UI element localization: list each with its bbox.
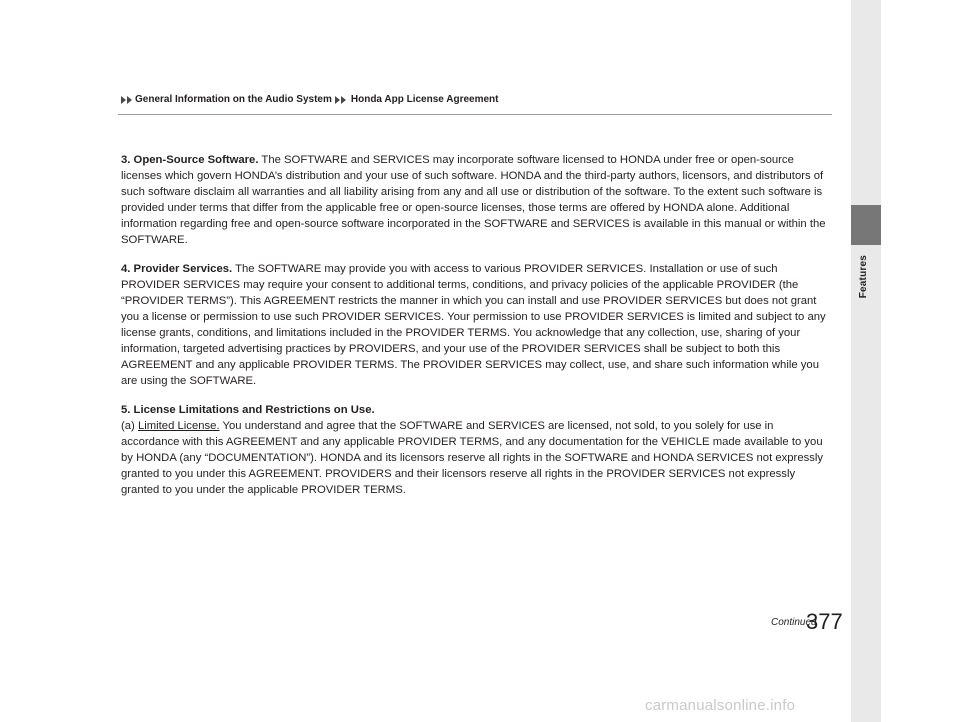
breadcrumb-page[interactable]: Honda App License Agreement: [350, 94, 499, 105]
paragraph-heading: 3. Open-Source Software.: [121, 154, 259, 166]
paragraph-heading: 4. Provider Services.: [121, 263, 233, 275]
paragraph-provider-services: [121, 261, 833, 389]
header-divider: [118, 114, 832, 115]
breadcrumb: [121, 94, 499, 105]
subsection-title: Limited License.: [137, 420, 220, 432]
triangle-right-icon: [341, 96, 346, 104]
triangle-right-icon: [121, 96, 126, 104]
paragraph-text: The SOFTWARE may provide you with access to various PROVIDER SERVICES. Installation or use of such PROVIDER SERVICES may require your consent to additional terms, conditions, and privacy policies of the applicable PROVIDER (the “PROVIDER TERMS”). This AGREEMENT restricts the manner in which you can install and use PROVIDER SERVICES but does not grant you a license or permission to use such PROVIDER SERVICES. Your permission to use PROVIDER SERVICES is limited and subject to any license grants, conditions, and limitations included in the PROVIDER TERMS. You acknowledge that any collection, use, sharing of your information, targeted advertising practices by PROVIDERS, and your use of the PROVIDER SERVICES shall be subject to both this AGREEMENT and any applicable PROVIDER TERMS. The PROVIDER SERVICES may collect, use, and share such information while you are using the SOFTWARE.: [121, 263, 826, 387]
side-tab-marker: [851, 205, 881, 245]
continued-label: Continued: [771, 617, 817, 628]
paragraph-license-limitations: [121, 402, 833, 498]
paragraph-text: The SOFTWARE and SERVICES may incorporate software licensed to HONDA under free or open-source licenses which govern HONDA’s distribution and your use of such software. HONDA and the third-party authors, licensors, and distributors of such software disclaim all warranties and all liability arising from any and all use or distribution of the software. To the extent such software is provided under terms that differ from the applicable free or open-source licenses, those terms are offered by HONDA alone. Additional information regarding free and open-source software incorporated in the SOFTWARE and SERVICES is available in this manual or within the SOFTWARE.: [121, 154, 826, 246]
side-tab: [851, 0, 881, 722]
paragraph-heading: 5. License Limitations and Restrictions on Use.: [121, 404, 375, 416]
paragraph-open-source: [121, 152, 833, 248]
page-body: [121, 152, 833, 511]
breadcrumb-section[interactable]: General Information on the Audio System: [135, 94, 332, 105]
triangle-right-icon: [335, 96, 340, 104]
watermark: carmanualsonline.info: [645, 697, 796, 714]
subsection-prefix: (a): [121, 420, 138, 432]
paragraph-text: You understand and agree that the SOFTWARE and SERVICES are licensed, not sold, to you solely for use in accordance with this AGREEMENT and any applicable PROVIDER TERMS, and any documentation for the VEHICLE made available to you by HONDA (any “DOCUMENTATION”). HONDA and its licensors reserve all rights in the SOFTWARE and HONDA SERVICES not expressly granted to you under this AGREEMENT. PROVIDERS and their licensors reserve all rights in the PROVIDER SERVICES not expressly granted to you under the applicable PROVIDER TERMS.: [121, 420, 824, 496]
triangle-right-icon: [127, 96, 132, 104]
side-tab-label[interactable]: Features: [858, 255, 869, 299]
page-number: 377: [806, 609, 843, 634]
